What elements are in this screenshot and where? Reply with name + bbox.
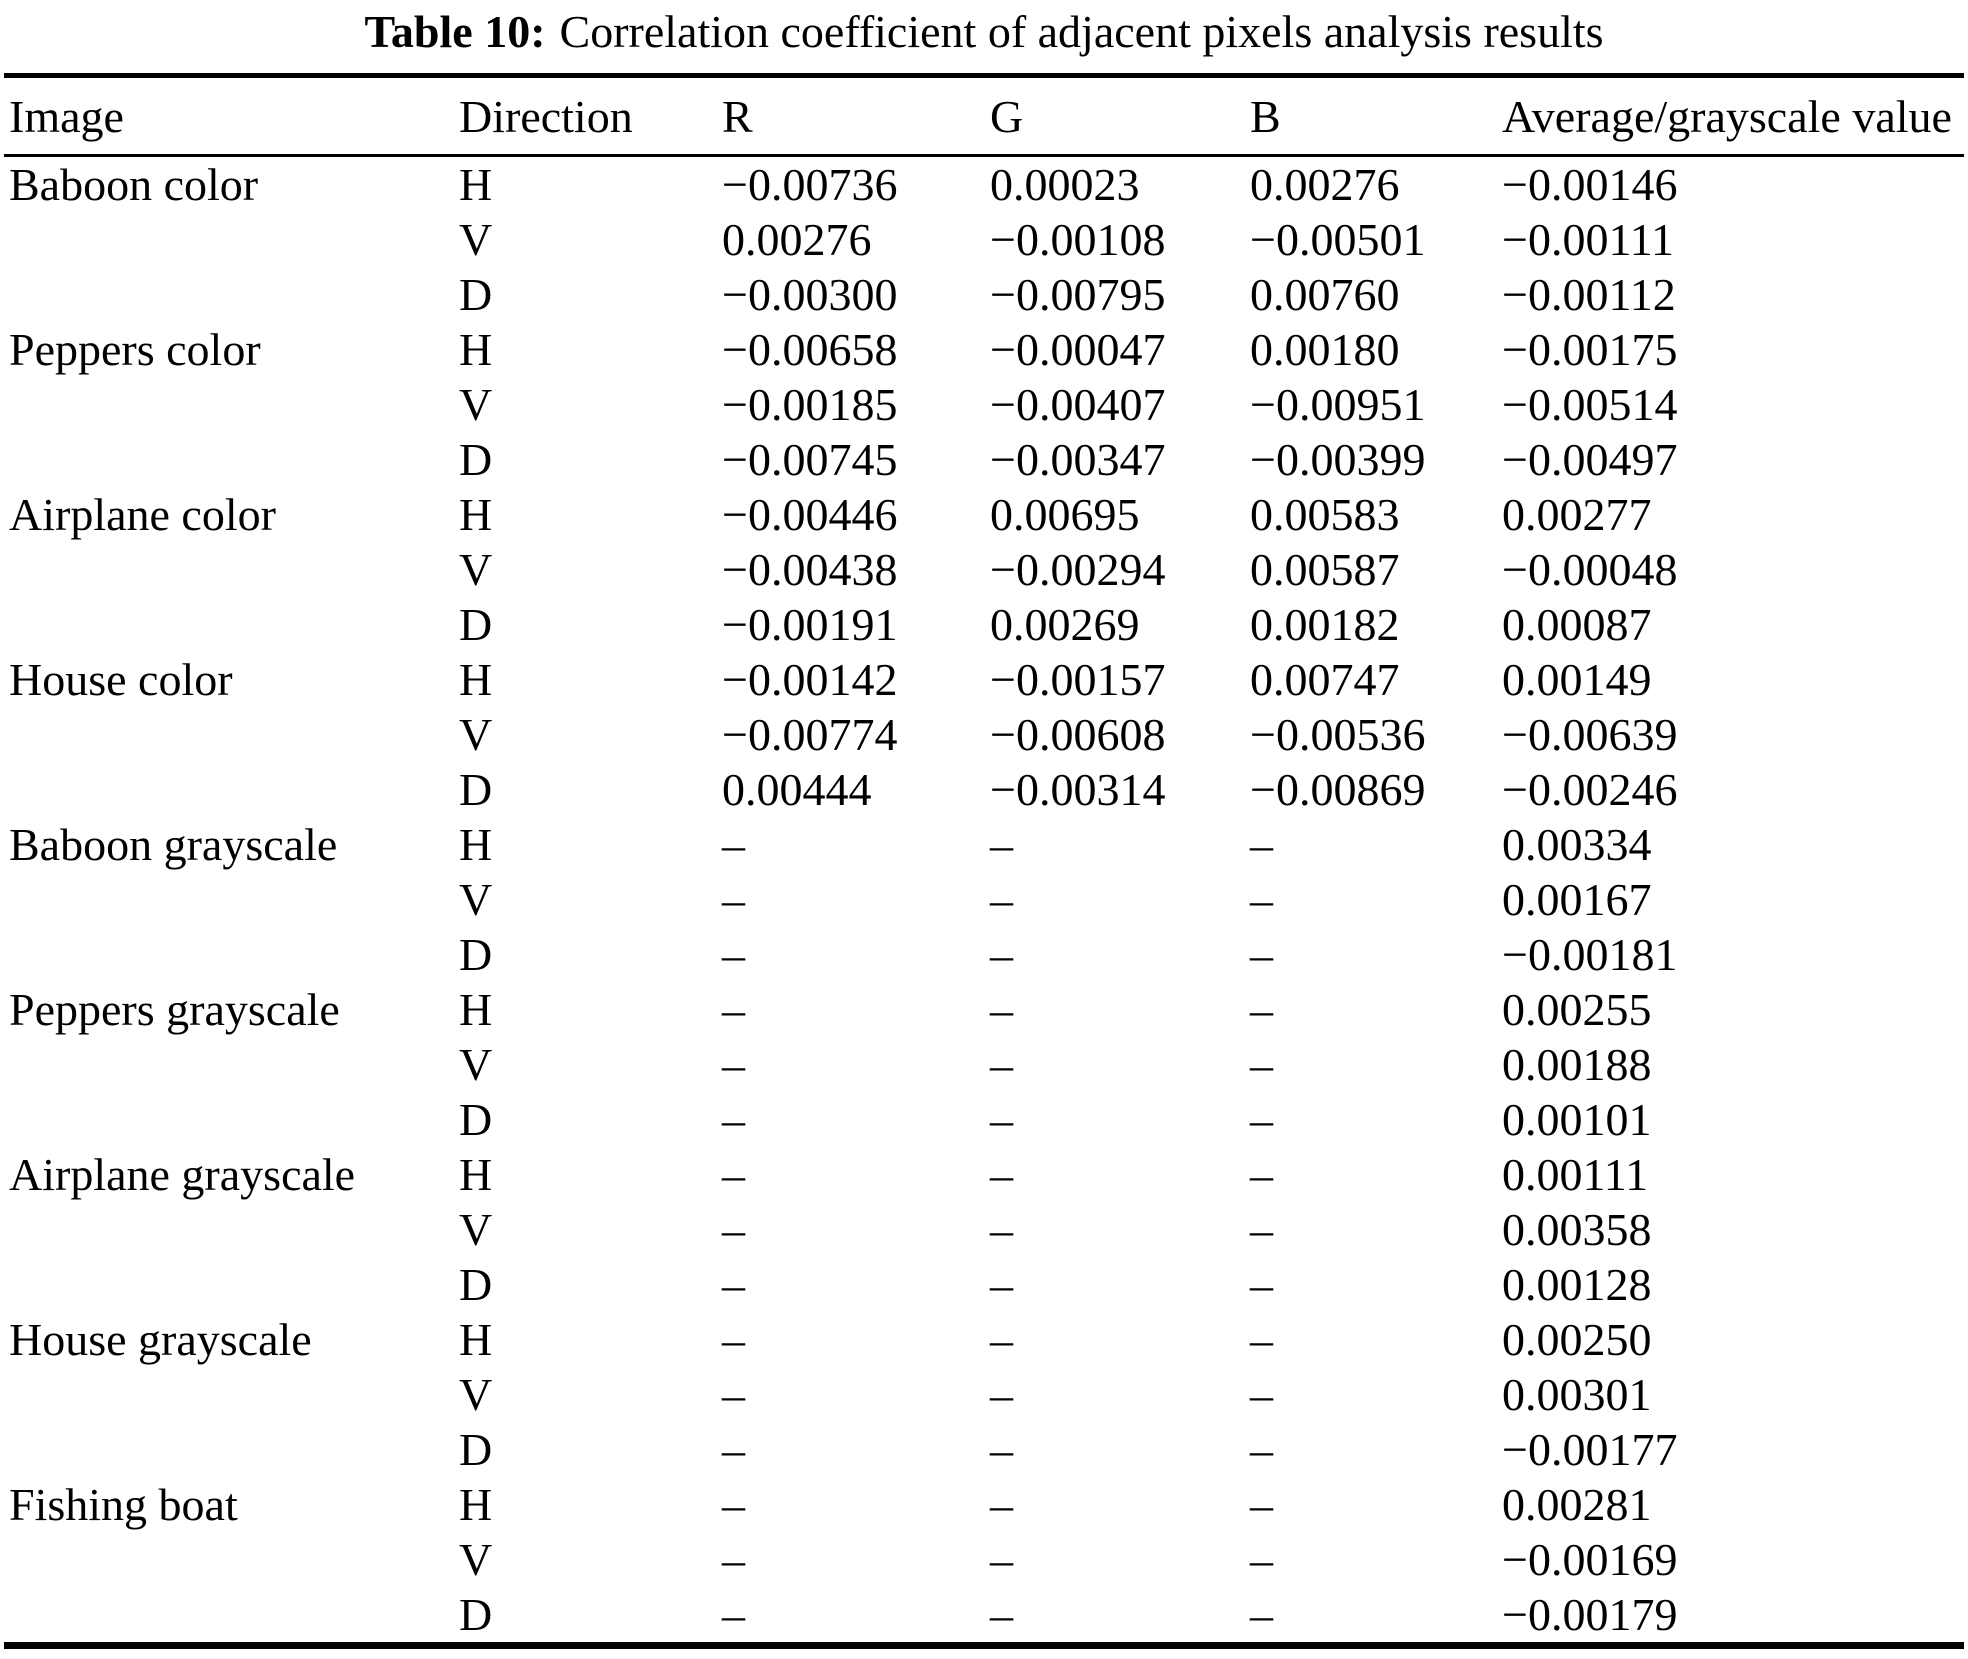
cell-b: 0.00276: [1250, 159, 1400, 210]
cell-r: –: [722, 1589, 745, 1640]
table-row: [4, 542, 1964, 597]
cell-direction: V: [459, 1039, 493, 1090]
table-row: [4, 872, 1964, 927]
cell-g: 0.00023: [990, 159, 1140, 210]
cell-average: −0.00181: [1502, 929, 1678, 980]
cell-direction: V: [459, 1369, 493, 1420]
cell-r: –: [722, 1424, 745, 1475]
cell-direction: H: [459, 819, 493, 870]
cell-average: 0.00087: [1502, 599, 1652, 650]
cell-b: 0.00760: [1250, 269, 1400, 320]
cell-g: −0.00407: [990, 379, 1166, 430]
cell-average: 0.00188: [1502, 1039, 1652, 1090]
table-row: [4, 982, 1964, 1037]
cell-average: −0.00146: [1502, 159, 1678, 210]
table-row: [4, 817, 1964, 872]
cell-image: [4, 1092, 459, 1147]
cell-g: –: [990, 1094, 1013, 1145]
cell-direction: D: [459, 929, 493, 980]
cell-image: [4, 872, 459, 927]
table-row: [4, 267, 1964, 322]
cell-image: [4, 432, 459, 487]
cell-b: –: [1250, 929, 1273, 980]
cell-r: –: [722, 929, 745, 980]
cell-b: –: [1250, 1314, 1273, 1365]
cell-average: 0.00281: [1502, 1479, 1652, 1530]
table-row: [4, 1477, 1964, 1532]
cell-image: [4, 597, 459, 652]
cell-r: −0.00745: [722, 434, 898, 485]
cell-b: −0.00869: [1250, 764, 1426, 815]
cell-direction: H: [459, 324, 493, 375]
cell-g: –: [990, 984, 1013, 1035]
cell-r: –: [722, 984, 745, 1035]
cell-direction: H: [459, 1149, 493, 1200]
cell-g: –: [990, 1479, 1013, 1530]
table-header-row: [4, 76, 1964, 156]
cell-image: Fishing boat: [9, 1479, 238, 1530]
cell-image: Peppers color: [9, 324, 261, 375]
cell-average: −0.00246: [1502, 764, 1678, 815]
cell-r: −0.00191: [722, 599, 898, 650]
cell-b: –: [1250, 984, 1273, 1035]
cell-b: −0.00536: [1250, 709, 1426, 760]
cell-direction: D: [459, 764, 493, 815]
cell-average: −0.00111: [1502, 214, 1675, 265]
cell-g: –: [990, 819, 1013, 870]
cell-b: –: [1250, 874, 1273, 925]
cell-r: –: [722, 1259, 745, 1310]
column-header-r: R: [722, 76, 990, 156]
cell-g: −0.00347: [990, 434, 1166, 485]
cell-b: –: [1250, 1094, 1273, 1145]
cell-r: −0.00142: [722, 654, 898, 705]
cell-average: −0.00179: [1502, 1589, 1678, 1640]
cell-image: [4, 1367, 459, 1422]
cell-average: 0.00277: [1502, 489, 1652, 540]
cell-image: [4, 377, 459, 432]
table-row: [4, 1202, 1964, 1257]
cell-direction: H: [459, 159, 493, 210]
cell-direction: V: [459, 379, 493, 430]
cell-b: –: [1250, 1039, 1273, 1090]
table-row: [4, 432, 1964, 487]
table-row: [4, 1147, 1964, 1202]
cell-r: –: [722, 1204, 745, 1255]
cell-image: [4, 267, 459, 322]
table-body: [4, 156, 1964, 1646]
cell-g: –: [990, 1589, 1013, 1640]
table-caption-label: Table 10:: [364, 6, 546, 57]
cell-g: −0.00108: [990, 214, 1166, 265]
cell-image: Peppers grayscale: [9, 984, 340, 1035]
cell-g: –: [990, 874, 1013, 925]
cell-direction: V: [459, 709, 493, 760]
column-header-b: B: [1250, 76, 1502, 156]
cell-b: −0.00951: [1250, 379, 1426, 430]
cell-average: −0.00169: [1502, 1534, 1678, 1585]
cell-direction: V: [459, 1534, 493, 1585]
table-row: [4, 597, 1964, 652]
cell-direction: V: [459, 1204, 493, 1255]
column-header-g: G: [990, 76, 1250, 156]
cell-g: –: [990, 1369, 1013, 1420]
cell-average: −0.00175: [1502, 324, 1678, 375]
cell-r: −0.00658: [722, 324, 898, 375]
table-row: [4, 1257, 1964, 1312]
cell-g: –: [990, 1534, 1013, 1585]
cell-image: Airplane color: [9, 489, 276, 540]
cell-direction: V: [459, 874, 493, 925]
cell-b: –: [1250, 1534, 1273, 1585]
cell-image: [4, 1202, 459, 1257]
cell-direction: D: [459, 1589, 493, 1640]
cell-direction: D: [459, 599, 493, 650]
cell-g: −0.00047: [990, 324, 1166, 375]
cell-average: 0.00149: [1502, 654, 1652, 705]
cell-image: [4, 1037, 459, 1092]
cell-g: 0.00269: [990, 599, 1140, 650]
cell-direction: D: [459, 269, 493, 320]
cell-b: 0.00747: [1250, 654, 1400, 705]
cell-r: −0.00300: [722, 269, 898, 320]
cell-average: 0.00255: [1502, 984, 1652, 1035]
table-row: [4, 377, 1964, 432]
cell-r: −0.00438: [722, 544, 898, 595]
cell-g: –: [990, 1314, 1013, 1365]
cell-image: [4, 927, 459, 982]
cell-b: 0.00583: [1250, 489, 1400, 540]
cell-b: –: [1250, 1259, 1273, 1310]
cell-direction: D: [459, 434, 493, 485]
cell-r: 0.00276: [722, 214, 872, 265]
cell-image: [4, 1587, 459, 1646]
cell-image: [4, 542, 459, 597]
cell-b: 0.00182: [1250, 599, 1400, 650]
cell-r: –: [722, 1369, 745, 1420]
cell-b: –: [1250, 1149, 1273, 1200]
cell-r: –: [722, 1314, 745, 1365]
cell-average: −0.00639: [1502, 709, 1678, 760]
cell-direction: D: [459, 1094, 493, 1145]
table-row: [4, 707, 1964, 762]
cell-r: −0.00446: [722, 489, 898, 540]
cell-r: –: [722, 819, 745, 870]
table-row: [4, 927, 1964, 982]
table-row: [4, 1037, 1964, 1092]
cell-b: –: [1250, 819, 1273, 870]
table-row: [4, 1092, 1964, 1147]
cell-image: [4, 212, 459, 267]
cell-image: House color: [9, 654, 233, 705]
cell-average: −0.00048: [1502, 544, 1678, 595]
cell-average: 0.00101: [1502, 1094, 1652, 1145]
cell-b: –: [1250, 1369, 1273, 1420]
column-header-average: Average/grayscale value: [1502, 76, 1964, 156]
cell-b: –: [1250, 1424, 1273, 1475]
cell-image: [4, 1422, 459, 1477]
cell-b: −0.00399: [1250, 434, 1426, 485]
cell-direction: H: [459, 984, 493, 1035]
cell-b: –: [1250, 1479, 1273, 1530]
cell-g: −0.00314: [990, 764, 1166, 815]
cell-r: −0.00736: [722, 159, 898, 210]
cell-g: −0.00294: [990, 544, 1166, 595]
cell-direction: H: [459, 654, 493, 705]
table-row: [4, 1422, 1964, 1477]
table-row: [4, 762, 1964, 817]
cell-b: –: [1250, 1589, 1273, 1640]
cell-b: −0.00501: [1250, 214, 1426, 265]
cell-b: –: [1250, 1204, 1273, 1255]
cell-direction: D: [459, 1424, 493, 1475]
cell-direction: H: [459, 1479, 493, 1530]
cell-r: –: [722, 1039, 745, 1090]
cell-average: 0.00301: [1502, 1369, 1652, 1420]
cell-average: −0.00177: [1502, 1424, 1678, 1475]
cell-g: –: [990, 1204, 1013, 1255]
cell-g: –: [990, 1259, 1013, 1310]
column-header-direction: Direction: [459, 76, 722, 156]
cell-average: −0.00514: [1502, 379, 1678, 430]
cell-image: Airplane grayscale: [9, 1149, 356, 1200]
cell-g: −0.00157: [990, 654, 1166, 705]
cell-average: 0.00334: [1502, 819, 1652, 870]
cell-average: 0.00250: [1502, 1314, 1652, 1365]
cell-g: –: [990, 1039, 1013, 1090]
table-caption: [0, 0, 1968, 60]
cell-r: −0.00774: [722, 709, 898, 760]
cell-average: −0.00112: [1502, 269, 1676, 320]
cell-image: Baboon color: [9, 159, 259, 210]
cell-direction: H: [459, 1314, 493, 1365]
cell-direction: H: [459, 489, 493, 540]
cell-b: 0.00180: [1250, 324, 1400, 375]
cell-image: House grayscale: [9, 1314, 312, 1365]
cell-g: −0.00795: [990, 269, 1166, 320]
table-caption-text: Correlation coefficient of adjacent pixels analysis results: [559, 6, 1604, 57]
cell-direction: V: [459, 544, 493, 595]
table-row: [4, 652, 1964, 707]
cell-average: 0.00358: [1502, 1204, 1652, 1255]
cell-r: –: [722, 874, 745, 925]
cell-image: [4, 1257, 459, 1312]
table-row: [4, 322, 1964, 377]
correlation-coefficients-table: [4, 73, 1964, 1649]
cell-r: –: [722, 1094, 745, 1145]
table-row: [4, 212, 1964, 267]
cell-image: [4, 762, 459, 817]
table-header: [4, 76, 1964, 156]
cell-average: 0.00167: [1502, 874, 1652, 925]
table-row: [4, 156, 1964, 213]
cell-image: Baboon grayscale: [9, 819, 338, 870]
table-row: [4, 1312, 1964, 1367]
table-row: [4, 1532, 1964, 1587]
cell-direction: V: [459, 214, 493, 265]
cell-direction: D: [459, 1259, 493, 1310]
cell-g: –: [990, 1149, 1013, 1200]
table-row: [4, 1367, 1964, 1422]
cell-average: −0.00497: [1502, 434, 1678, 485]
table-row: [4, 487, 1964, 542]
cell-image: [4, 707, 459, 762]
cell-r: −0.00185: [722, 379, 898, 430]
cell-r: –: [722, 1479, 745, 1530]
cell-g: –: [990, 1424, 1013, 1475]
cell-average: 0.00128: [1502, 1259, 1652, 1310]
cell-r: –: [722, 1149, 745, 1200]
cell-average: 0.00111: [1502, 1149, 1649, 1200]
table-row: [4, 1587, 1964, 1646]
cell-g: –: [990, 929, 1013, 980]
cell-g: −0.00608: [990, 709, 1166, 760]
cell-image: [4, 1532, 459, 1587]
cell-g: 0.00695: [990, 489, 1140, 540]
cell-r: –: [722, 1534, 745, 1585]
cell-b: 0.00587: [1250, 544, 1400, 595]
cell-r: 0.00444: [722, 764, 872, 815]
column-header-image: Image: [4, 76, 459, 156]
